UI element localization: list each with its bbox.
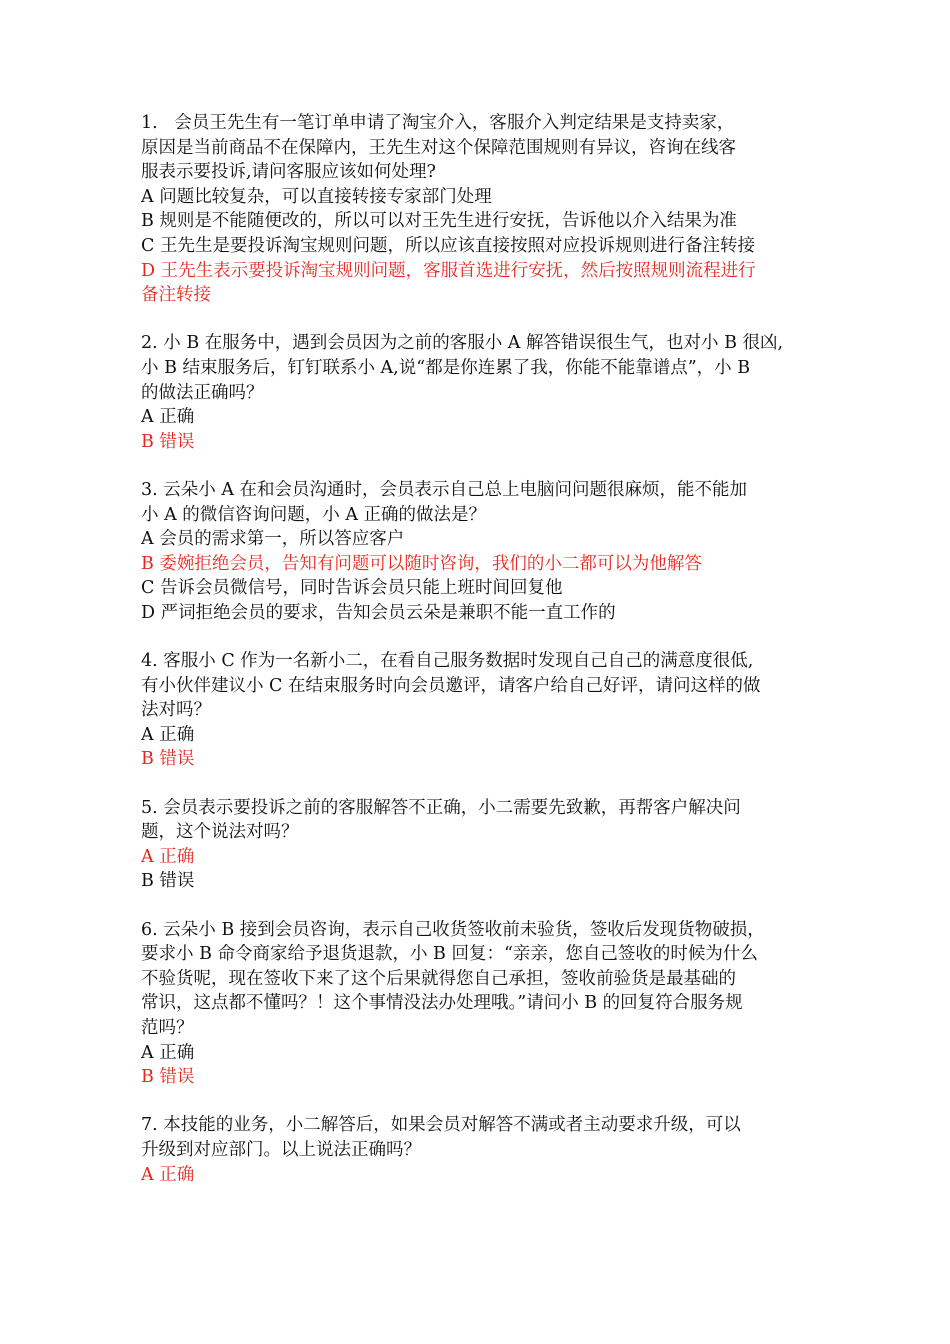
correct-answer-option: D 王先生表示要投诉淘宝规则问题，客服首选进行安抚，然后按照规则流程进行 xyxy=(141,260,756,281)
question-stem-line: 常识，这点都不懂吗？！这个事情没法办处理哦。”请问小 B 的回复符合服务规 xyxy=(141,993,743,1014)
question-1 xyxy=(141,111,821,308)
answer-option: C 告诉会员微信号，同时告诉会员只能上班时间回复他 xyxy=(141,578,563,599)
question-stem-line: 2. 小 B 在服务中，遇到会员因为之前的客服小 A 解答错误很生气，也对小 B 很凶, xyxy=(141,333,784,354)
question-2 xyxy=(141,331,821,454)
question-stem-line: 5. 会员表示要投诉之前的客服解答不正确，小二需要先致歉，再帮客户解决问 xyxy=(141,797,741,818)
question-stem-line: 6. 云朵小 B 接到会员咨询，表示自己收货签收前未验货，签收后发现货物破损， xyxy=(141,919,765,940)
question-6 xyxy=(141,918,821,1090)
correct-answer-option: 备注转接 xyxy=(141,285,211,306)
question-stem-line: 小 B 结束服务后，钉钉联系小 A,说“都是你连累了我，你能不能靠谱点”，小 B xyxy=(141,357,751,378)
question-stem-line: 的做法正确吗？ xyxy=(141,382,264,403)
answer-option: B 规则是不能随便改的，所以可以对王先生进行安抚，告诉他以介入结果为准 xyxy=(141,211,737,232)
answer-option: A 正确 xyxy=(141,407,195,428)
question-3 xyxy=(141,478,821,626)
question-stem-line: 原因是当前商品不在保障内，王先生对这个保障范围规则有异议，咨询在线客 xyxy=(141,137,736,158)
question-stem-line: 不验货呢，现在签收下来了这个后果就得您自己承担，签收前验货是最基础的 xyxy=(141,968,736,989)
question-7 xyxy=(141,1113,821,1187)
correct-answer-option: B 错误 xyxy=(141,431,195,452)
answer-option: A 正确 xyxy=(141,724,195,745)
correct-answer-option: B 委婉拒绝会员，告知有问题可以随时咨询，我们的小二都可以为他解答 xyxy=(141,553,702,574)
question-stem-line: 服表示要投诉,请问客服应该如何处理? xyxy=(141,162,436,183)
correct-answer-option: A 正确 xyxy=(141,846,195,867)
answer-option: A 会员的需求第一，所以答应客户 xyxy=(141,529,405,550)
question-stem-line: 7. 本技能的业务，小二解答后，如果会员对解答不满或者主动要求升级，可以 xyxy=(141,1115,741,1136)
question-stem-line: 题，这个说法对吗？ xyxy=(141,822,299,843)
question-stem-line: 有小伙伴建议小 C 在结束服务时向会员邀评，请客户给自己好评，请问这样的做 xyxy=(141,675,761,696)
question-5 xyxy=(141,796,821,894)
answer-option: A 问题比较复杂，可以直接转接专家部门处理 xyxy=(141,186,492,207)
document-page xyxy=(141,111,821,1211)
question-stem-line: 1. 会员王先生有一笔订单申请了淘宝介入，客服介入判定结果是支持卖家， xyxy=(141,113,735,133)
question-stem-line: 法对吗？ xyxy=(141,700,211,721)
question-stem-line: 范吗？ xyxy=(141,1017,194,1038)
answer-option: A 正确 xyxy=(141,1042,195,1063)
answer-option: D 严词拒绝会员的要求，告知会员云朵是兼职不能一直工作的 xyxy=(141,602,616,623)
correct-answer-option: A 正确 xyxy=(141,1164,195,1185)
answer-option: B 错误 xyxy=(141,871,195,892)
question-stem-line: 小 A 的微信咨询问题，小 A 正确的做法是？ xyxy=(141,504,487,525)
correct-answer-option: B 错误 xyxy=(141,749,195,770)
question-4 xyxy=(141,649,821,772)
question-stem-line: 4. 客服小 C 作为一名新小二，在看自己服务数据时发现自己自己的满意度很低, xyxy=(141,651,754,672)
answer-option: C 王先生是要投诉淘宝规则问题，所以应该直接按照对应投诉规则进行备注转接 xyxy=(141,235,755,256)
correct-answer-option: B 错误 xyxy=(141,1067,195,1088)
question-stem-line: 要求小 B 命令商家给予退货退款，小 B 回复：“亲亲，您自己签收的时候为什么 xyxy=(141,944,758,965)
question-stem-line: 3. 云朵小 A 在和会员沟通时，会员表示自己总上电脑问问题很麻烦，能不能加 xyxy=(141,479,748,500)
question-stem-line: 升级到对应部门。以上说法正确吗？ xyxy=(141,1139,421,1160)
